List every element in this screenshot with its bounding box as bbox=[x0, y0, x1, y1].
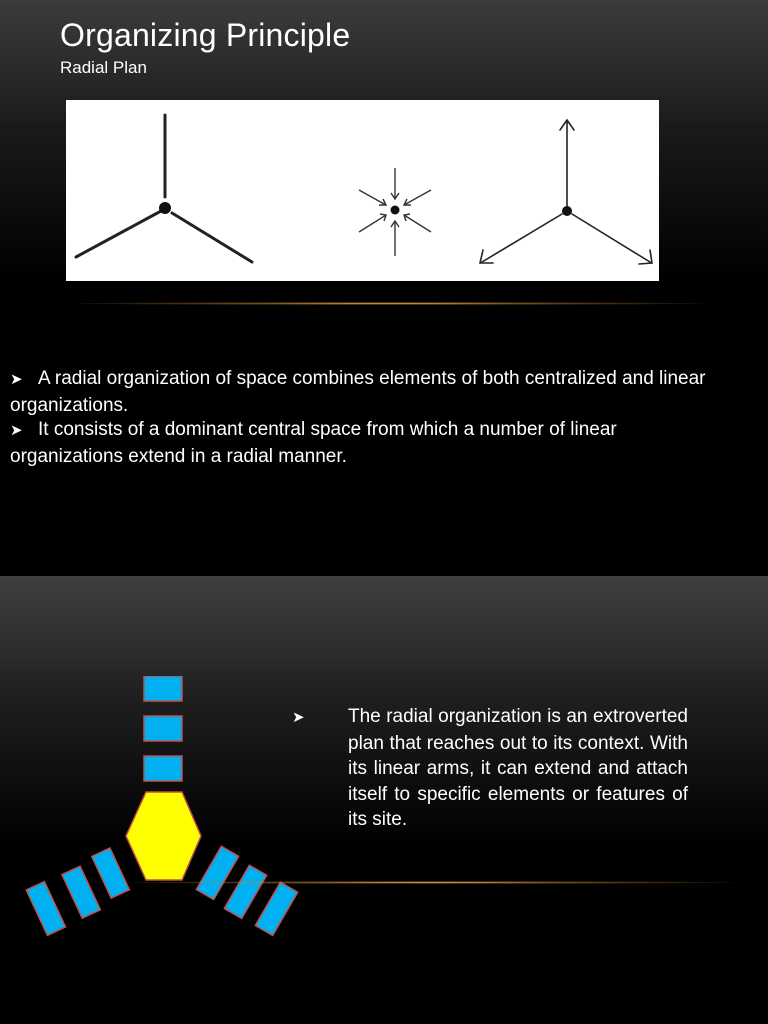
sketch-outward-arrows bbox=[480, 120, 652, 264]
bullet-2-text: It consists of a dominant central space from which a number of linear organizations extend in a radial manner. bbox=[10, 419, 617, 467]
sketch-three-arms bbox=[76, 115, 252, 262]
radial-sketches bbox=[66, 100, 659, 281]
sketch-center-dot-1 bbox=[159, 202, 171, 214]
right-arm bbox=[196, 846, 297, 935]
sketch-center-dot-3 bbox=[562, 206, 572, 216]
hexagon-hub bbox=[126, 792, 201, 880]
bullet-3 bbox=[292, 704, 688, 833]
bullet-3-text: The radial organization is an extroverted plan that reaches out to its context. With its linear arms, it can extend and attach itself to specific elements or features of its site. bbox=[348, 706, 688, 830]
bullet-1 bbox=[10, 366, 730, 418]
arrow-bullet-icon: ➤ bbox=[10, 371, 23, 388]
bullet-1-text: A radial organization of space combines elements of both centralized and linear organizations. bbox=[10, 368, 706, 416]
vertical-arm bbox=[144, 676, 182, 781]
decorative-glow-line bbox=[70, 302, 710, 305]
radial-plan-diagram bbox=[0, 676, 320, 956]
slide-2 bbox=[0, 576, 768, 1024]
slide-title: Organizing Principle bbox=[60, 17, 351, 53]
left-arm bbox=[26, 848, 129, 935]
decorative-glow-line-2 bbox=[120, 881, 740, 884]
bullet-2 bbox=[10, 417, 730, 469]
arrow-bullet-icon: ➤ bbox=[292, 709, 305, 726]
sketch-center-dot-2 bbox=[391, 206, 400, 215]
radial-diagrams-figure bbox=[66, 100, 659, 281]
slide-subtitle: Radial Plan bbox=[60, 58, 147, 77]
arrow-bullet-icon: ➤ bbox=[10, 422, 23, 439]
